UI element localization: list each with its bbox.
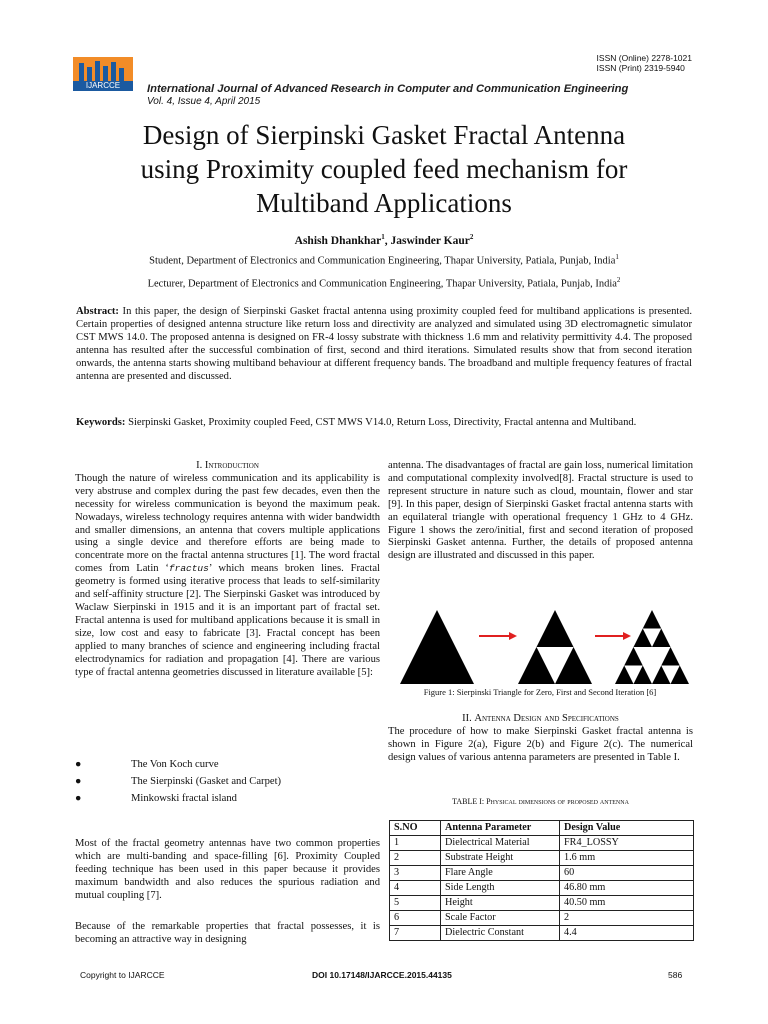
section-2-heading: [388, 713, 693, 726]
list-item-text: The Von Koch curve: [131, 759, 219, 770]
list-item-text: Minkowski fractal island: [131, 793, 237, 804]
cell-sno: 3: [390, 866, 441, 881]
cell-parameter: Height: [441, 896, 560, 911]
title-line-2: using Proximity coupled feed mechanism for: [140, 154, 628, 184]
keywords-text: Sierpinski Gasket, Proximity coupled Feed, CST MWS V14.0, Return Loss, Directivity, Fractal antenna and Multiband.: [128, 417, 637, 428]
author-1: Ashish Dhankhar: [294, 234, 382, 247]
keywords: [76, 417, 692, 430]
footer-copyright: Copyright to IJARCCE: [80, 970, 165, 980]
affiliation-1-sup: 1: [615, 253, 619, 261]
cell-value: 60: [560, 866, 694, 881]
cell-parameter: Flare Angle: [441, 866, 560, 881]
figure-1-sierpinski: [397, 608, 692, 686]
cell-value: 4.4: [560, 926, 694, 941]
affiliation-2-text: Lecturer, Department of Electronics and Communication Engineering, Thapar University, Patiala, Punjab, India: [147, 278, 617, 290]
journal-volume: Vol. 4, Issue 4, April 2015: [147, 96, 261, 107]
footer-page-number: 586: [668, 970, 683, 980]
section-2-title: Antenna Design and Specifications: [474, 713, 619, 724]
author-separator: ,: [384, 234, 391, 247]
cell-sno: 6: [390, 911, 441, 926]
cell-parameter: Scale Factor: [441, 911, 560, 926]
list-item-text: The Sierpinski (Gasket and Carpet): [131, 776, 282, 787]
cell-parameter: Substrate Height: [441, 851, 560, 866]
issn-print: ISSN (Print) 2319-5940: [596, 63, 685, 73]
list-item: [75, 756, 375, 773]
intro-paragraph-1: [75, 473, 380, 680]
cell-parameter: Dielectrical Material: [441, 836, 560, 851]
journal-logo: [73, 57, 133, 91]
cell-parameter: Side Length: [441, 881, 560, 896]
cell-value: 40.50 mm: [560, 896, 694, 911]
abstract-text: In this paper, the design of Sierpinski Gasket fractal antenna using proximity coupled feed for multiband applications is presented. Certain properties of designed antenna structure like return loss and directivity are analyzed and simulated using 3D electromagnetic simulator CST MWS 14.0. The proposed antenna is designed on FR-4 lossy substrate with thickness 1.6 mm and relativity permittivity 4.4. The proposed antenna has resulted after the successful combination of first, second and third iterations. Simulated results show that from second iteration onwards, the antenna starts showing multiband behaviour at different frequency bands. The broadband and multiple frequency features of fractal antenna are presented and discussed.: [76, 306, 692, 382]
cell-value: 1.6 mm: [560, 851, 694, 866]
intro-continued: antenna. The disadvantages of fractal are gain loss, numerical limitation and computational complexity involved[8]. Fractal structure is used to represent structure in nature such as cloud, mountain, flower and star [9]. In this paper, design of Sierpinski Gasket fractal antenna starts with an equilateral triangle with operational frequency 1 GHz to 4 GHz. Figure 1 shows the zero/initial, first and second iteration of proposed Sierpinski Gasket antenna. Further, the details of proposed antenna design are illustrated and discussed in this paper.: [388, 460, 693, 562]
intro-paragraph-2: Most of the fractal geometry antennas have two common properties which are multi-banding and space-filling [6]. Proximity Coupled feeding technique has been used in this paper because it provides maximum bandwidth and also reduces the spurious radiation and mutual coupling [7].: [75, 838, 380, 901]
intro-paragraph-3: Because of the remarkable properties that fractal possesses, it is becoming an attractive way in designing: [75, 921, 380, 945]
abstract: [76, 306, 692, 383]
figure-1-caption: Figure 1: Sierpinski Triangle for Zero, First and Second Iteration [6]: [423, 687, 657, 697]
fractal-type-list: [75, 756, 375, 807]
table-row: [390, 851, 694, 866]
table-1-caption-prefix: TABLE I:: [452, 797, 485, 806]
table-row: [390, 866, 694, 881]
cell-sno: 1: [390, 836, 441, 851]
section-1-number: I.: [196, 460, 203, 471]
table-header-row: [390, 821, 694, 836]
table-row: [390, 836, 694, 851]
intro-p1-part-b: ’ which means broken lines. Fractal geometry is formed using iterative process that leads to self-similarity and self-affinity structure [2]. The Sierpinski Gasket was introduced by Waclaw Sierpinski in 1915 and it is an important part of fractal set. Fractal antenna is used for multiband applications because it is small in size, low cost and easy to fabricate [3]. Fractal concept has been applied to many branches of science and engineering including fractal electrodynamics for radiation and propagation [4]. There are various type of fractal antenna geometries discussed in literature available [5]:: [75, 563, 380, 678]
table-1-caption-text: Physical dimensions of proposed antenna: [486, 797, 629, 806]
intro-p1-fractus: fractus: [168, 563, 209, 575]
column-header-value: Design Value: [560, 821, 694, 836]
issn-block: [597, 53, 692, 73]
section-1-heading: [75, 460, 380, 473]
section-2: [388, 713, 693, 765]
author-2: Jaswinder Kaur: [390, 234, 470, 247]
cell-value: FR4_LOSSY: [560, 836, 694, 851]
section-2-number: II.: [462, 713, 472, 724]
table-1-caption: [388, 797, 693, 806]
table-row: [390, 911, 694, 926]
cell-sno: 2: [390, 851, 441, 866]
title-line-1: Design of Sierpinski Gasket Fractal Antenna: [142, 120, 626, 150]
author-1-sup: 1: [381, 233, 385, 241]
table-row: [390, 881, 694, 896]
bullet-icon: ●: [75, 776, 82, 787]
section-2-text: The procedure of how to make Sierpinski Gasket fractal antenna is shown in Figure 2(a), Figure 2(b) and Figure 2(c). The numerical design values of various antenna parameters are presented in Table I.: [388, 725, 693, 763]
logo-graphic: [73, 57, 133, 83]
cell-sno: 7: [390, 926, 441, 941]
intro-p1-part-a: Though the nature of wireless communication and its applicability is very abstruse and complex during the past few decades, even then the necessity for wireless communication is beyond the maximum peak. Nowadays, wireless technology requires antenna with wider bandwidth and smaller dimensions, an antenna that covers multiple applications using a single device and therefore efforts are being made to concentrate more on the fractal antenna structures [1]. The word fractal comes from Latin ‘: [75, 472, 380, 575]
table-row: [390, 926, 694, 941]
affiliation-2-sup: 2: [616, 276, 621, 284]
cell-value: 46.80 mm: [560, 881, 694, 896]
cell-sno: 4: [390, 881, 441, 896]
sierpinski-figure-graphic: [397, 608, 692, 686]
logo-text: IJARCCE: [73, 81, 133, 91]
left-column: [75, 460, 380, 679]
cell-sno: 5: [390, 896, 441, 911]
cell-parameter: Dielectric Constant: [441, 926, 560, 941]
bullet-icon: ●: [75, 759, 82, 770]
table-row: [390, 896, 694, 911]
keywords-label: Keywords:: [76, 417, 126, 428]
paper-title: [60, 118, 708, 220]
footer-doi: DOI 10.17148/IJARCCE.2015.44135: [312, 970, 452, 980]
column-header-parameter: Antenna Parameter: [441, 821, 560, 836]
column-header-sno: S.NO: [390, 821, 441, 836]
design-parameters-table: [389, 820, 694, 941]
list-item: [75, 790, 375, 807]
bullet-icon: ●: [75, 793, 82, 804]
section-1-title: Introduction: [204, 460, 259, 471]
authors: [60, 233, 708, 247]
list-item: [75, 773, 375, 790]
journal-name: International Journal of Advanced Research in Computer and Communication Engineering: [147, 83, 629, 95]
title-line-3: Multiband Applications: [256, 188, 512, 218]
affiliation-1-text: Student, Department of Electronics and Communication Engineering, Thapar University, Patiala, Punjab, India: [149, 255, 616, 267]
affiliation-1: [60, 253, 708, 267]
affiliation-2: [60, 276, 708, 290]
author-2-sup: 2: [469, 233, 474, 241]
abstract-label: Abstract:: [76, 306, 119, 317]
cell-value: 2: [560, 911, 694, 926]
issn-online: ISSN (Online) 2278-1021: [596, 53, 692, 63]
